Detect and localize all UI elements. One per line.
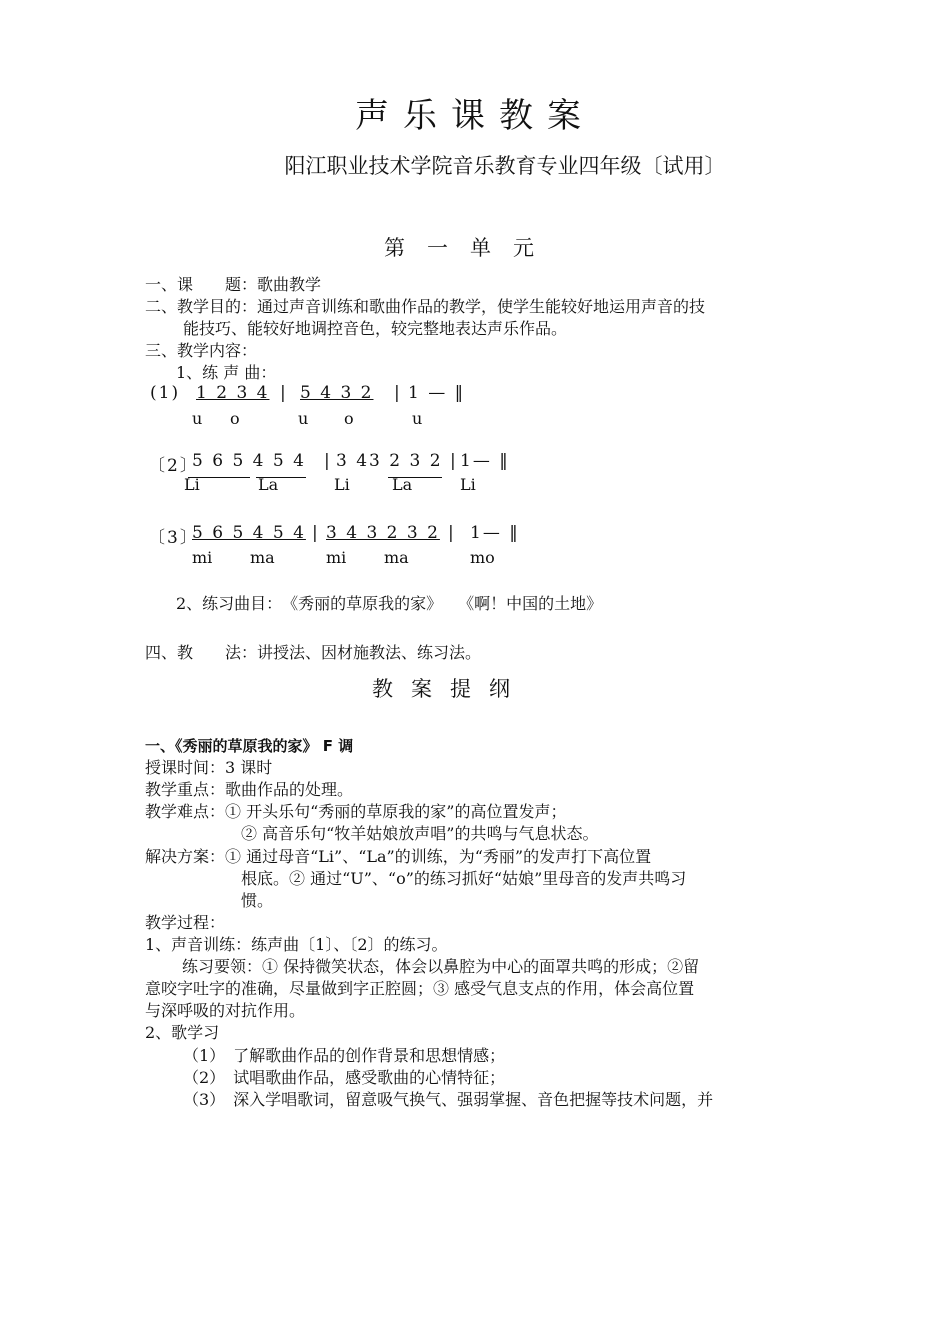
purpose-line-1: 二、教学目的：通过声音训练和歌曲作品的教学，使学生能较好地运用声音的技 [145, 297, 706, 316]
lesson-substep: （2） 试唱歌曲作品，感受歌曲的心情特征； [183, 1068, 506, 1087]
note-group: 5 4 3 2 [300, 383, 374, 403]
note-group: 5 6 5 4 5 4 [192, 523, 306, 543]
lesson-difficulty-1: 教学难点：① 开头乐句“秀丽的草原我的家”的高位置发声； [145, 802, 567, 821]
bar-line: | [312, 523, 320, 543]
content-heading: 三、教学内容： [145, 341, 258, 360]
syllable: o [344, 409, 354, 428]
lesson-solution-1: 解决方案：① 通过母音“Li”、“La”的训练，为“秀丽”的发声打下高位置 [145, 847, 652, 866]
syllable: Li [184, 475, 200, 494]
lesson-essentials-2: 意咬字吐字的准确，尽量做到字正腔圆；③ 感受气息支点的作用，体会高位置 [145, 979, 695, 998]
lesson-substep: （1） 了解歌曲作品的创作背景和思想情感； [183, 1046, 506, 1065]
exercise-label: 〔3〕 [148, 528, 199, 548]
note-group: 3 43 2 3 2 [336, 451, 443, 471]
syllable: ma [250, 548, 275, 567]
note-group: 3 4 3 2 3 2 [326, 523, 440, 543]
lesson-heading: 一、《秀丽的草原我的家》 F 调 [145, 737, 354, 755]
syllable: ma [384, 548, 409, 567]
lesson-process: 教学过程： [145, 913, 226, 932]
syllable: o [230, 409, 240, 428]
syllable: mi [192, 548, 213, 567]
syllable: mo [470, 548, 495, 567]
lesson-solution-3: 惯。 [241, 891, 274, 910]
purpose-line-2: 能技巧、能较好地调控音色，较完整地表达声乐作品。 [183, 319, 568, 338]
bar-line: | [448, 523, 456, 543]
document-title: 声乐课教案 [355, 96, 595, 136]
syllable: mi [326, 548, 347, 567]
syllable: u [298, 409, 309, 428]
syllable: Li [460, 475, 476, 494]
lesson-essentials-3: 与深呼吸的对抗作用。 [145, 1001, 306, 1020]
practice-songs: 2、练习曲目： 《秀丽的草原我的家》 《啊！中国的土地》 [176, 594, 603, 613]
lesson-substep: （3） 深入学唱歌词，留意吸气换气、强弱掌握、音色把握等技术问题，并 [183, 1090, 714, 1109]
syllable: u [412, 409, 423, 428]
exercise-label: 〔2〕 [148, 456, 199, 476]
lesson-solution-2: 根底。② 通过“U”、“o”的练习抓好“姑娘”里母音的发声共鸣习 [241, 869, 687, 888]
unit-title: 第一单元 [384, 236, 556, 260]
lesson-essentials-1: 练习要领：① 保持微笑状态，体会以鼻腔为中心的面罩共鸣的形成；②留 [182, 957, 700, 976]
syllable: Li [334, 475, 350, 494]
topic-line: 一、课 题：歌曲教学 [145, 275, 322, 294]
note-group: 1 2 3 4 [196, 383, 270, 403]
lesson-difficulty-2: ② 高音乐句“牧羊姑娘放声唱”的共鸣与气息状态。 [241, 824, 599, 843]
document-subtitle: 阳江职业技术学院音乐教育专业四年级〔试用〕 [284, 154, 726, 178]
lesson-time: 授课时间：3 课时 [145, 758, 273, 777]
bar-line: | [394, 383, 402, 403]
note-group: 5 6 5 4 5 4 [192, 451, 306, 471]
note-group: 1— ‖ [460, 451, 510, 471]
lesson-step-2: 2、歌学习 [145, 1023, 220, 1042]
syllable: u [192, 409, 203, 428]
bar-line: | [324, 451, 332, 471]
syllable: La [258, 475, 279, 494]
syllable: La [392, 475, 413, 494]
outline-title: 教案提纲 [372, 677, 528, 701]
bar-line: | [280, 383, 288, 403]
note-group: 1 — ‖ [408, 383, 466, 403]
lesson-step-1: 1、声音训练：练声曲〔1〕、〔2〕的练习。 [145, 935, 448, 954]
vocal-exercise-label: 1、练 声 曲： [176, 363, 277, 382]
lesson-focus: 教学重点：歌曲作品的处理。 [145, 780, 354, 799]
note-group: 1— ‖ [470, 523, 520, 543]
exercise-label: (1) [150, 383, 181, 403]
teaching-methods: 四、教 法：讲授法、因材施教法、练习法。 [145, 643, 482, 662]
bar-line: | [450, 451, 458, 471]
